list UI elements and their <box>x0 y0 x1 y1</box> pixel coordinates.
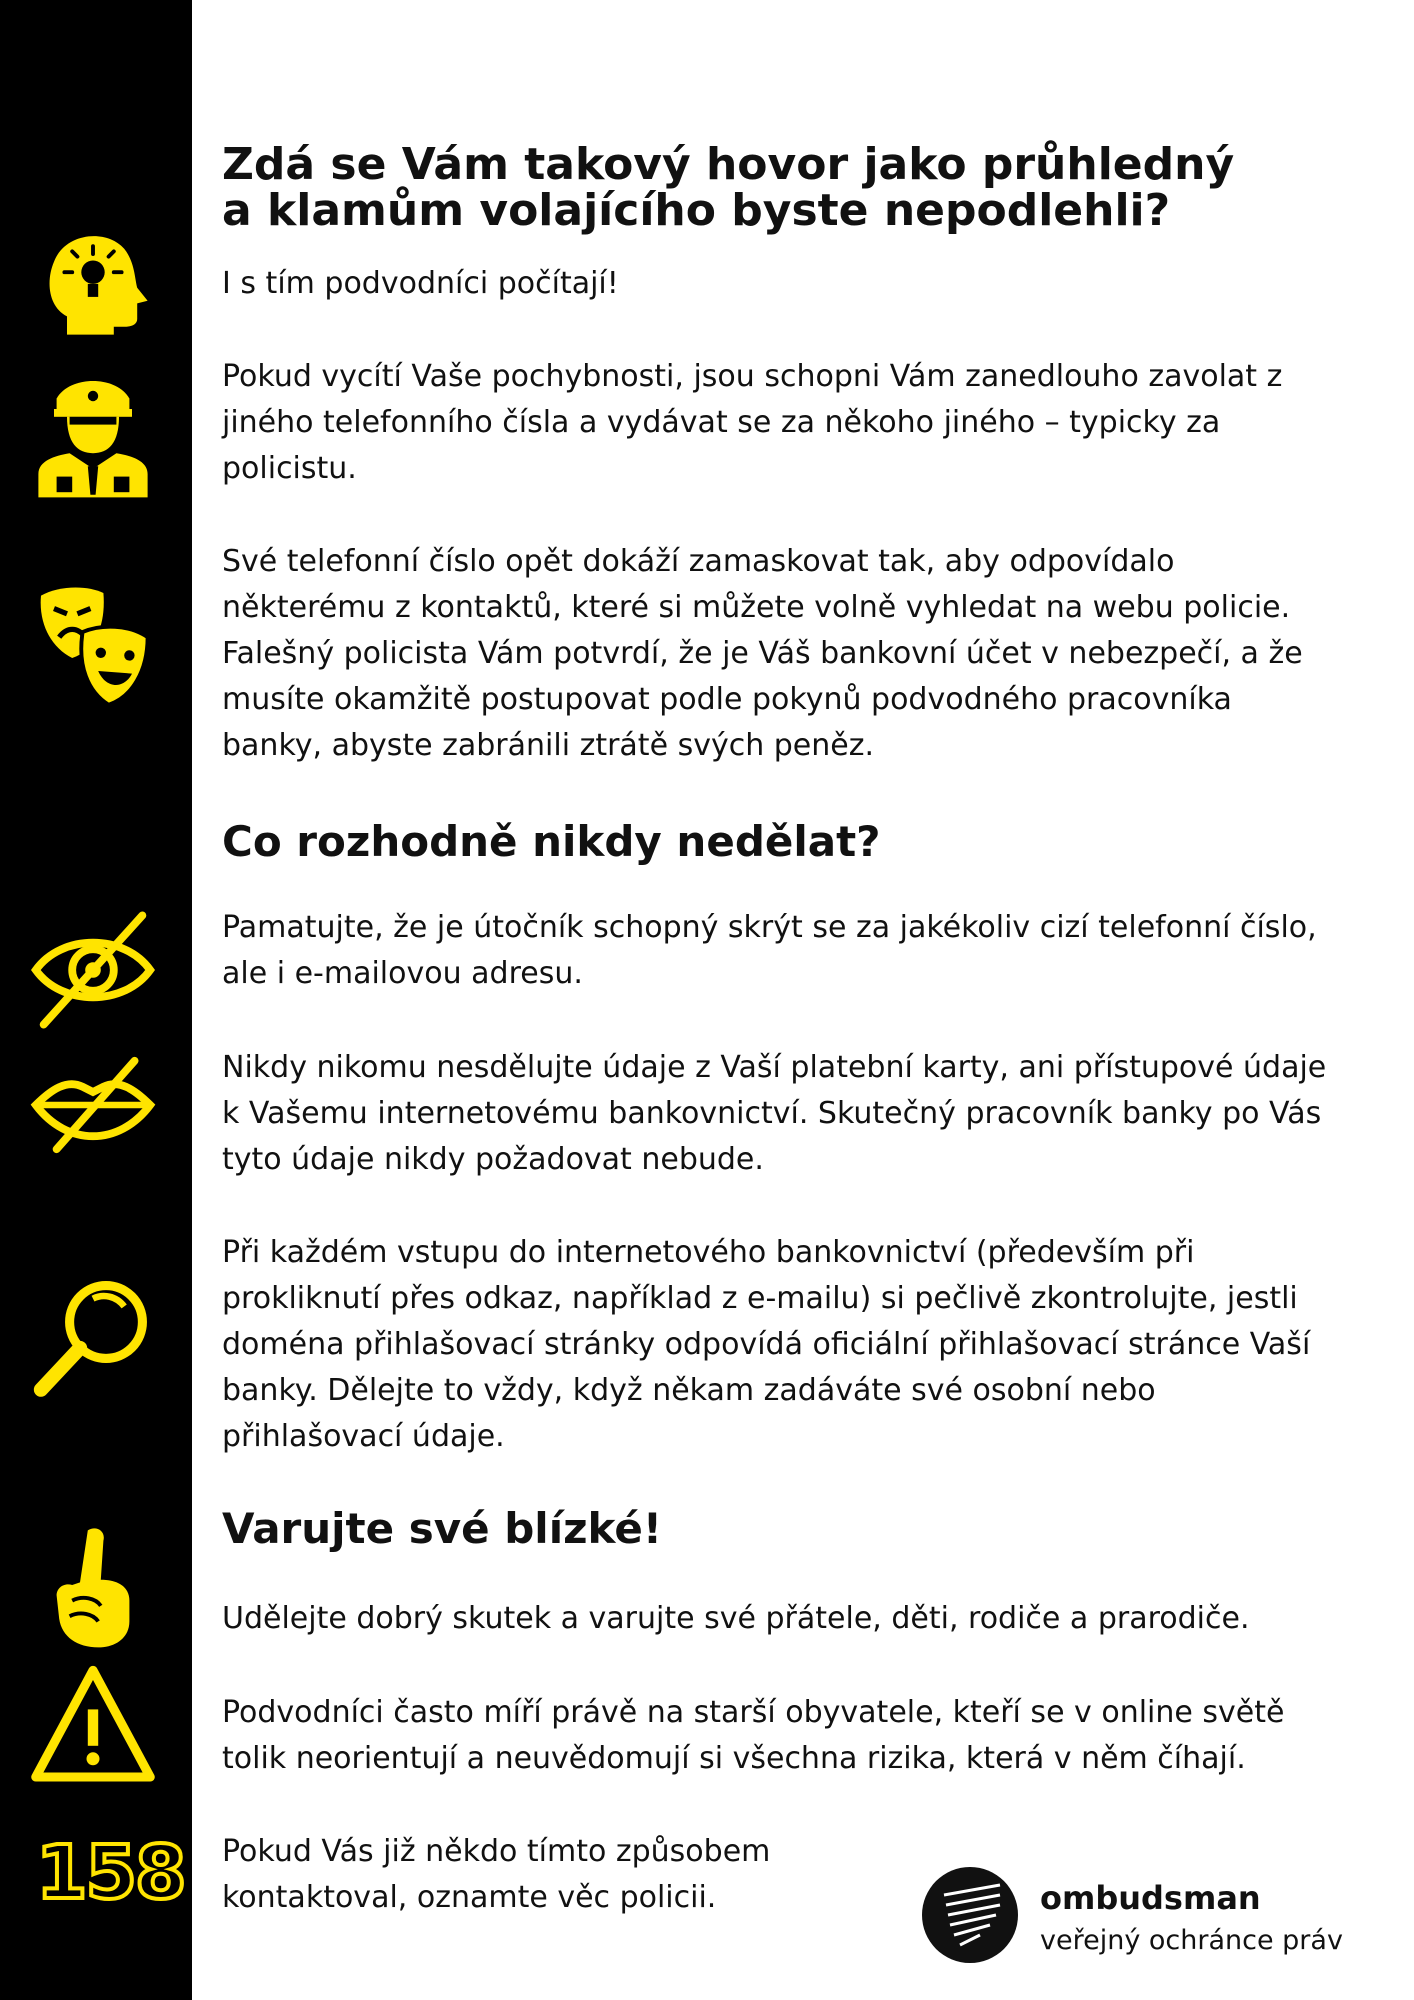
logo-name: ombudsman <box>1040 1879 1261 1917</box>
warning-triangle-icon <box>28 1660 158 1790</box>
sidebar <box>0 0 192 2000</box>
logo-subtitle: veřejný ochránce práv <box>1040 1925 1343 1956</box>
ombudsman-logo-mark-icon <box>920 1865 1020 1965</box>
section1-paragraph1: I s tím podvodníci počítají! <box>222 266 619 301</box>
police-officer-icon <box>28 370 158 500</box>
section3-paragraph1: Udělejte dobrý skutek a varujte své přátele, děti, rodiče a prarodiče. <box>222 1601 1250 1636</box>
section2-title: Co rozhodně nikdy nedělat? <box>222 817 881 866</box>
lightbulb-head-icon <box>28 215 158 345</box>
section1-title-line1: Zdá se Vám takový hovor jako průhledný <box>222 139 1235 190</box>
theater-masks-icon <box>28 580 158 710</box>
pointing-finger-icon <box>28 1520 158 1650</box>
section3-title: Varujte své blízké! <box>222 1504 662 1553</box>
hotline-number: 158 <box>36 1830 185 1916</box>
ombudsman-logo <box>920 1865 1390 1975</box>
crossed-eye-icon <box>28 905 158 1035</box>
section1-title <box>222 139 1235 236</box>
section1-paragraph2: Pokud vycítí Vaše pochybnosti, jsou schopni Vám zanedlouho zavolat z jiného telefonního čísla a vydávat se za někoho jiného – typicky za policistu. <box>222 359 1283 486</box>
section3-paragraph3-line2: kontaktoval, oznamte věc policii. <box>222 1880 717 1915</box>
section3-paragraph2: Podvodníci často míří právě na starší obyvatele, kteří se v online světě tolik neorientují a neuvědomují si všechna rizika, která v něm číhají. <box>222 1695 1285 1776</box>
section1-paragraph3: Své telefonní číslo opět dokáží zamaskovat tak, aby odpovídalo některému z kontaktů, které si můžete volně vyhledat na webu policie. Falešný policista Vám potvrdí, že je Váš bankovní účet v nebezpečí, a že musíte okamžitě postupovat podle pokynů podvodného pracovníka banky, abyste zabránili ztrátě svých peněz. <box>222 544 1303 763</box>
crossed-lips-icon <box>28 1040 158 1170</box>
section2-paragraph3: Při každém vstupu do internetového bankovnictví (především při prokliknutí přes odkaz, například z e-mailu) si pečlivě zkontrolujte, jestli doména přihlašovací stránky odpovídá oficiální přihlašovací stránce Vaší banky. Dělejte to vždy, když někam zadáváte své osobní nebo přihlašovací údaje. <box>222 1235 1311 1454</box>
section1-title-line2: a klamům volajícího byste nepodlehli? <box>222 185 1171 236</box>
section3-paragraph3-line1: Pokud Vás již někdo tímto způsobem <box>222 1834 771 1869</box>
section2-paragraph1: Pamatujte, že je útočník schopný skrýt se za jakékoliv cizí telefonní číslo, ale i e-mailovou adresu. <box>222 910 1317 991</box>
magnifier-icon <box>28 1270 158 1400</box>
section2-paragraph2: Nikdy nikomu nesdělujte údaje z Vaší platební karty, ani přístupové údaje k Vašemu internetovému bankovnictví. Skutečný pracovník banky po Vás tyto údaje nikdy požadovat nebude. <box>222 1050 1327 1177</box>
